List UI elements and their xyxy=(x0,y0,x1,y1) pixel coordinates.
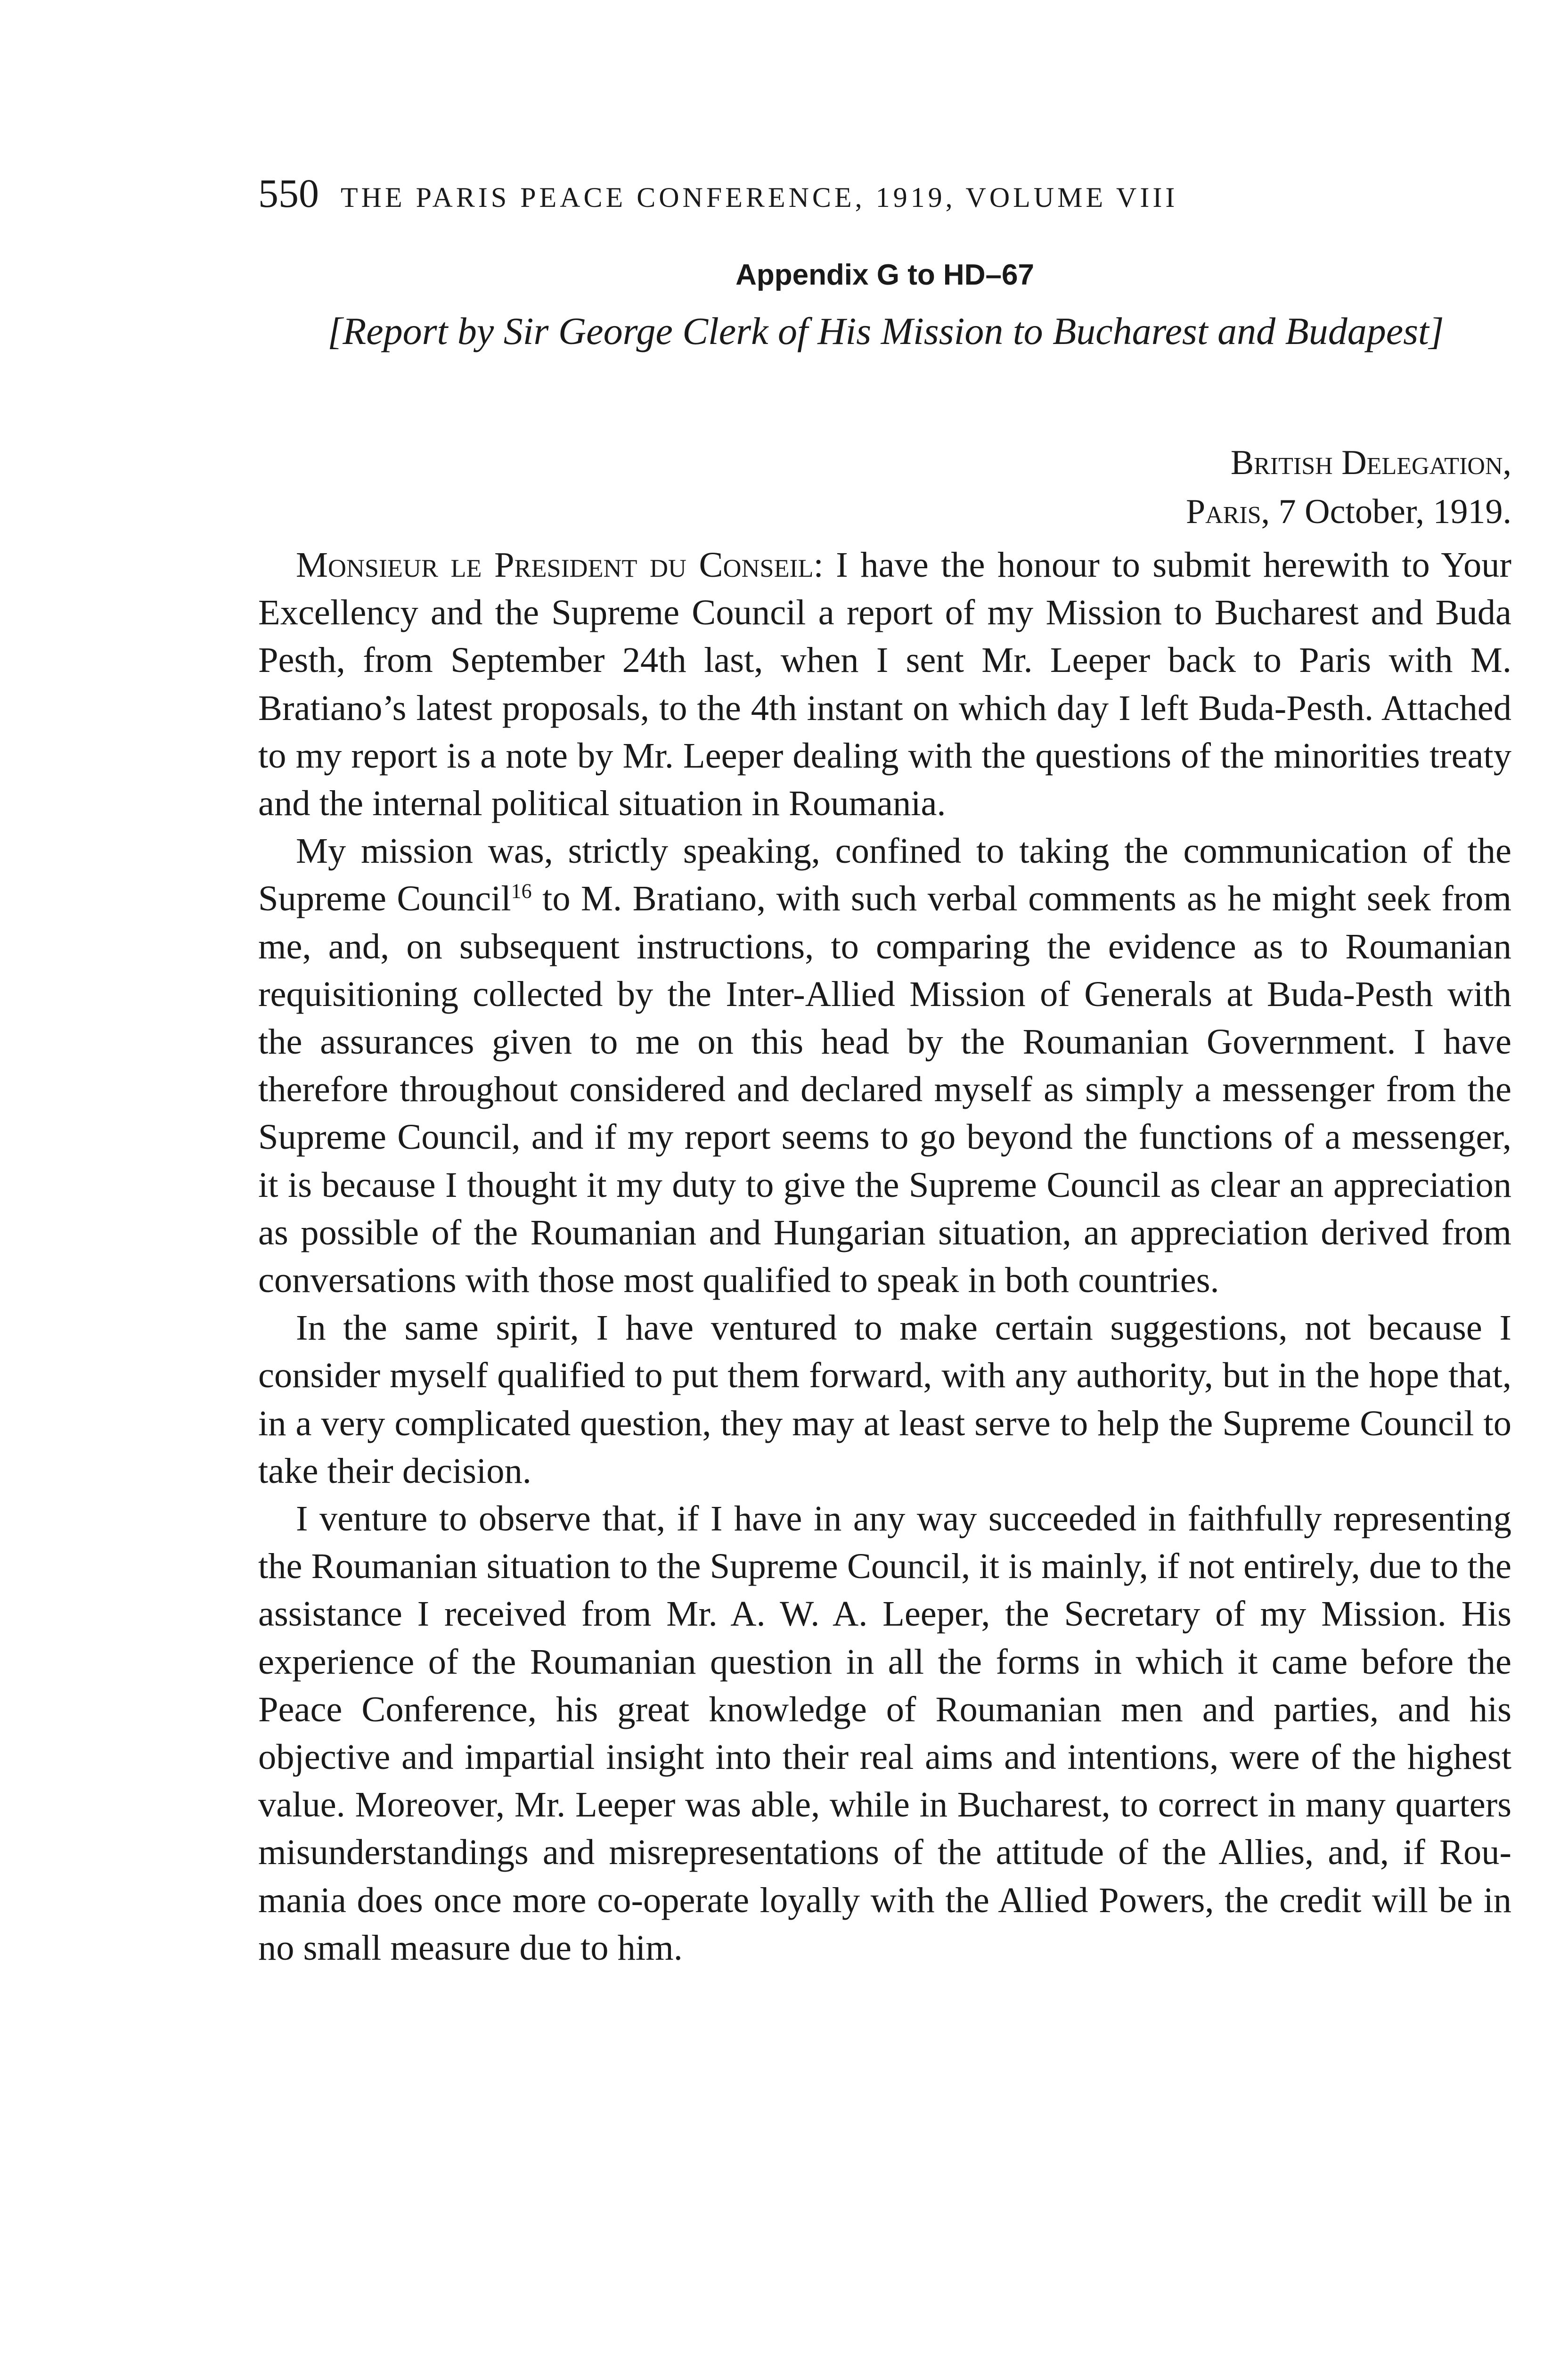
appendix-heading: Appendix G to HD–67 xyxy=(735,259,1034,291)
salutation: Monsieur le President du Conseil: xyxy=(296,545,824,585)
page-number: 550 xyxy=(258,171,319,216)
paragraph-text: My mission was, strictly speaking, confined to taking the communication of the Supreme Council xyxy=(258,831,1511,919)
paragraph-4 xyxy=(258,1495,1511,1972)
paragraph-text: I venture to observe that, if I have in any way succeeded in faithfully representing the Roumanian situation to the Supreme Council, it is mainly, if not entirely, due to the assistance I received from Mr. A. W. A. Leeper, the Secretary of my Mission. His experience of the Roumanian question in all the forms in which it came before the Peace Conference, his great knowledge of Roumanian men and parties, and his objective and impartial insight into their real aims and intentions, were of the highest value. Moreover, Mr. Leeper was able, while in Bucharest, to correct in many quarters misunderstandings and misrepresentations of the attitude of the Allies, and, if Roumania does once more co-operate loyally with the Allied Powers, the credit will be in no small measure due to him. xyxy=(258,1498,1511,1968)
running-head xyxy=(258,170,1483,221)
sender-place: Paris, xyxy=(1185,492,1270,531)
sender-delegation: British Delegation, xyxy=(1230,443,1511,482)
paragraph-text: In the same spirit, I have ventured to make certain suggestions, not because I consider myself qualified to put them forward, with any authority, but in the hope that, in a very complicated question, they may at least serve to help the Supreme Council to take their decision. xyxy=(258,1308,1511,1491)
paragraph-1 xyxy=(258,541,1511,827)
paragraph-3 xyxy=(258,1304,1511,1495)
footnote-reference: 16 xyxy=(511,879,532,903)
letter-body xyxy=(258,541,1511,1972)
paragraph-2 xyxy=(258,827,1511,1304)
running-title: THE PARIS PEACE CONFERENCE, 1919, VOLUME VIII xyxy=(341,182,1178,213)
paragraph-text: I have the honour to submit herewith to Your Excellency and the Supreme Council a report of my Mission to Bucharest and Buda Pesth, from September 24th last, when I sent Mr. Leeper back to Paris with M. Bratiano’s latest proposals, to the 4th instant on which day I left Buda-Pesth. Attached to my report is a note by Mr. Leeper dealing with the questions of the minorities treaty and the internal political situation in Roumania. xyxy=(258,545,1511,824)
sender-place-date xyxy=(1186,487,1511,536)
sender-date: 7 October, 1919. xyxy=(1270,492,1511,531)
sender-block xyxy=(1186,438,1511,536)
paragraph-text: to M. Bratiano, with such verbal comments as he might seek from me, and, on subsequent instructions, to comparing the evidence as to Roumanian requisitioning collected by the Inter-Allied Mission of Generals at Buda-Pesth with the assurances given to me on this head by the Roumanian Government. I have therefore throughout considered and declared myself as simply a messenger from the Supreme Council, and if my report seems to go beyond the functions of a messenger, it is because I thought it my duty to give the Supreme Council as clear an appreciation as possible of the Roumanian and Hungarian situation, an appreciation derived from conversations with those most qualified to speak in both countries. xyxy=(258,878,1512,1301)
report-title: [Report by Sir George Clerk of His Mission to Bucharest and Budapest] xyxy=(327,310,1444,352)
